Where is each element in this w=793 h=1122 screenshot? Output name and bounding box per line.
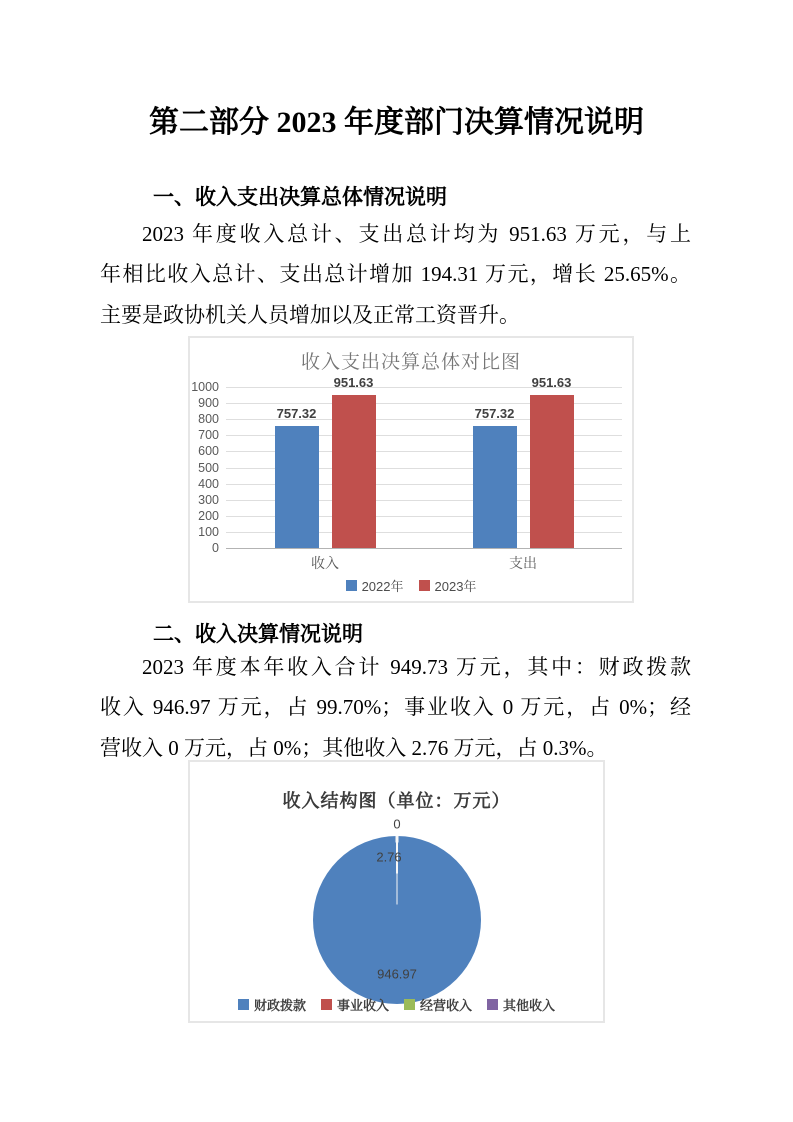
pie-data-label: 2.76 bbox=[376, 849, 402, 865]
section-2-paragraph bbox=[100, 647, 691, 768]
legend-item bbox=[346, 576, 404, 595]
y-tick-label: 0 bbox=[212, 541, 219, 555]
legend-swatch bbox=[487, 999, 498, 1010]
y-tick-label: 100 bbox=[198, 524, 219, 539]
category-label: 支出 bbox=[509, 555, 537, 571]
pie-data-label: 946.97 bbox=[377, 966, 417, 982]
legend-item bbox=[419, 576, 477, 595]
legend-item bbox=[487, 995, 555, 1014]
section-1-paragraph bbox=[100, 214, 691, 335]
paragraph-line: 营收入 0 万元，占 0%；其他收入 2.76 万元，占 0.3%。 bbox=[100, 735, 608, 760]
bar-2022年-收入 bbox=[275, 426, 319, 548]
y-tick-label: 1000 bbox=[191, 380, 219, 394]
legend-label: 2023年 bbox=[434, 579, 477, 594]
bar-chart-legend bbox=[190, 576, 632, 595]
pie-chart bbox=[188, 760, 605, 1023]
bar-chart bbox=[188, 336, 634, 603]
legend-swatch bbox=[404, 999, 415, 1010]
y-tick-label: 300 bbox=[198, 492, 219, 507]
section-1-heading: 一、收入支出决算总体情况说明 bbox=[153, 186, 447, 209]
paragraph-line: 收入 946.97 万元，占 99.70%；事业收入 0 万元，占 0%；经 bbox=[100, 695, 691, 720]
document-title: 第二部分 2023 年度部门决算情况说明 bbox=[149, 106, 644, 139]
paragraph-line: 2023 年度本年收入合计 949.73 万元，其中：财政拨款 bbox=[142, 655, 691, 679]
legend-item bbox=[404, 995, 472, 1014]
paragraph-line: 2023 年度收入总计、支出总计均为 951.63 万元，与上 bbox=[142, 222, 691, 246]
legend-swatch bbox=[346, 580, 357, 591]
legend-swatch bbox=[419, 580, 430, 591]
y-tick-label: 600 bbox=[198, 444, 219, 459]
pie-chart-legend bbox=[190, 995, 603, 1014]
bar-value-label: 951.63 bbox=[531, 374, 572, 390]
legend-item bbox=[238, 995, 306, 1014]
y-tick-label: 500 bbox=[198, 460, 219, 475]
legend-label: 事业收入 bbox=[336, 998, 389, 1013]
y-tick-label: 800 bbox=[198, 412, 219, 427]
legend-label: 财政拨款 bbox=[253, 998, 306, 1013]
paragraph-line: 年相比收入总计、支出总计增加 194.31 万元，增长 25.65%。 bbox=[100, 262, 691, 287]
bar-2022年-支出 bbox=[473, 426, 517, 548]
bar-value-label: 757.32 bbox=[276, 406, 317, 422]
legend-swatch bbox=[321, 999, 332, 1010]
pie-chart-title: 收入结构图（单位：万元） bbox=[282, 791, 511, 811]
pie-data-label: 0 bbox=[393, 816, 401, 832]
y-tick-label: 700 bbox=[198, 428, 219, 443]
x-axis-line bbox=[226, 548, 622, 549]
bar-2023年-支出 bbox=[530, 395, 574, 548]
y-tick-label: 400 bbox=[198, 476, 219, 491]
legend-item bbox=[321, 995, 389, 1014]
bar-chart-plot bbox=[190, 338, 632, 601]
paragraph-line: 主要是政协机关人员增加以及正常工资晋升。 bbox=[100, 302, 520, 327]
legend-label: 经营收入 bbox=[420, 998, 473, 1013]
legend-swatch bbox=[238, 999, 249, 1010]
legend-label: 其他收入 bbox=[503, 998, 556, 1013]
y-tick-label: 200 bbox=[198, 508, 219, 523]
y-tick-label: 900 bbox=[198, 396, 219, 411]
bar-value-label: 951.63 bbox=[333, 374, 374, 390]
legend-label: 2022年 bbox=[361, 579, 404, 594]
section-2-heading: 二、收入决算情况说明 bbox=[153, 623, 363, 646]
bar-2023年-收入 bbox=[332, 395, 376, 548]
category-label: 收入 bbox=[311, 555, 339, 571]
bar-value-label: 757.32 bbox=[474, 406, 515, 422]
bar-chart-title: 收入支出决算总体对比图 bbox=[300, 352, 521, 373]
